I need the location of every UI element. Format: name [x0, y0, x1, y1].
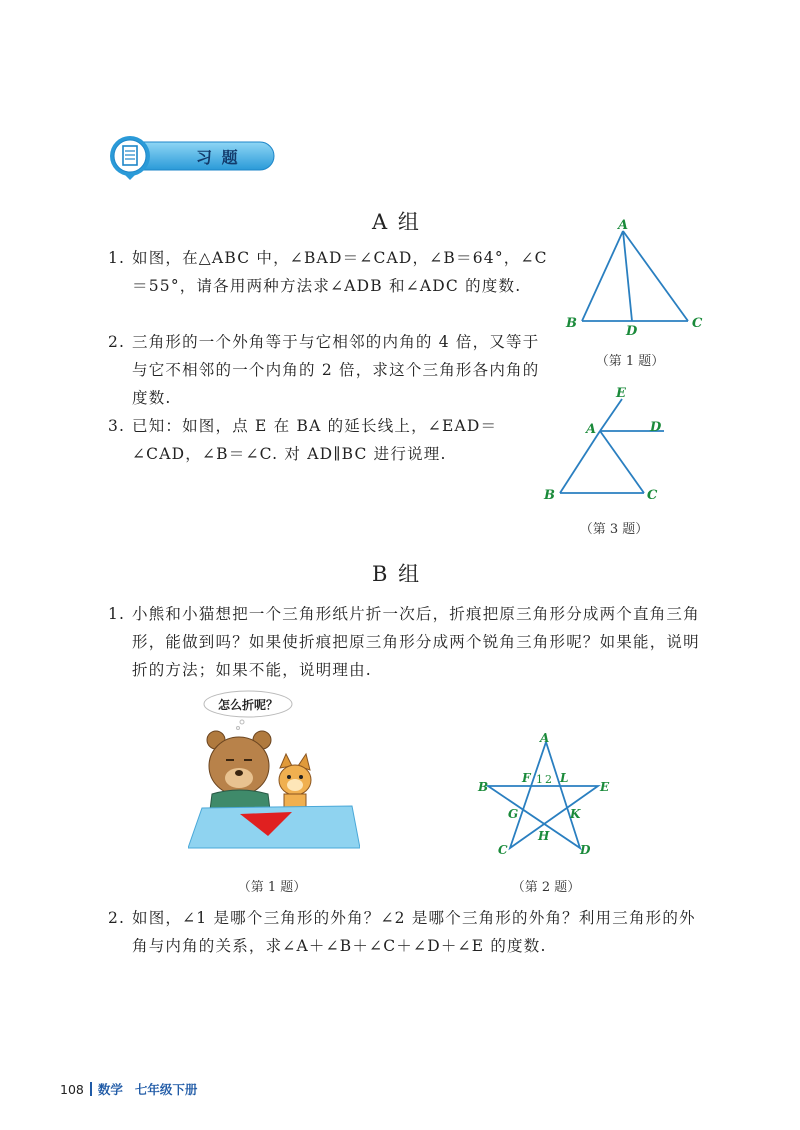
page-footer: [60, 1080, 197, 1098]
question-text: 小熊和小猫想把一个三角形纸片折一次后，折痕把原三角形分成两个直角三角形，能做到吗？如果使折痕把原三角形分成两个锐角三角形呢？如果能，说明折的方法；如果不能，说明理由.: [132, 605, 700, 679]
question-number: 2.: [108, 909, 126, 927]
label-C: C: [647, 488, 658, 503]
footer-divider: [90, 1082, 92, 1096]
group-a-title: A 组: [372, 210, 421, 234]
label-D: D: [580, 843, 591, 857]
group-b-question-1: [108, 600, 708, 684]
question-text: 三角形的一个外角等于与它相邻的内角的 4 倍，又等于与它不相邻的一个内角的 2 倍，求这个三角形各内角的度数.: [132, 333, 540, 407]
question-number: 1.: [108, 605, 126, 623]
figure-b1-caption: （第 1 题）: [237, 880, 307, 895]
label-K: K: [570, 807, 581, 821]
question-number: 3.: [108, 417, 126, 435]
question-text: 如图，在△ABC 中，∠BAD＝∠CAD，∠B＝64°，∠C＝55°，请各用两种方法求∠ADB 和∠ADC 的度数.: [132, 249, 548, 295]
group-a-question-2: [108, 328, 550, 412]
label-D: D: [626, 324, 638, 339]
label-C: C: [692, 316, 703, 331]
label-F: F: [522, 771, 531, 785]
label-B: B: [566, 316, 577, 331]
label-G: G: [508, 807, 519, 821]
label-E: E: [616, 386, 626, 401]
question-text: 已知：如图，点 E 在 BA 的延长线上，∠EAD＝∠CAD，∠B＝∠C. 对 AD∥BC 进行说理.: [132, 417, 498, 463]
figure-a3-triangle: [540, 385, 680, 505]
label-L: L: [560, 771, 569, 785]
figure-a3-caption: （第 3 题）: [579, 522, 649, 537]
question-number: 2.: [108, 333, 126, 351]
group-b-question-2: [108, 904, 708, 960]
question-text: 如图，∠1 是哪个三角形的外角？∠2 是哪个三角形的外角？利用三角形的外角与内角的关系，求∠A＋∠B＋∠C＋∠D＋∠E 的度数.: [132, 909, 696, 955]
label-E: E: [600, 780, 610, 794]
bear-cat-illustration: [188, 690, 360, 850]
label-A: A: [586, 422, 597, 437]
bear-icon: [207, 731, 271, 810]
group-b-title: B 组: [372, 562, 422, 586]
label-D: D: [650, 420, 662, 435]
label-H: H: [538, 829, 550, 843]
group-a-question-3: [108, 412, 528, 468]
label-B: B: [478, 780, 489, 794]
banner-label: 习 题: [196, 148, 240, 167]
figure-a1-triangle: [560, 215, 710, 340]
page-number: 108: [60, 1081, 84, 1097]
label-angle-1: 1: [536, 773, 543, 786]
figure-b2-caption: （第 2 题）: [511, 880, 581, 895]
label-A: A: [540, 731, 550, 745]
group-a-question-1: [108, 244, 550, 300]
label-B: B: [544, 488, 555, 503]
footer-book: 七年级下册: [134, 1082, 198, 1097]
label-A: A: [618, 218, 629, 233]
cat-icon: [279, 754, 311, 810]
footer-subject: 数学: [97, 1082, 123, 1097]
figure-a1-caption: （第 1 题）: [595, 354, 665, 369]
speech-bubble-text: 怎么折呢？: [217, 698, 279, 712]
exercise-banner: [104, 136, 276, 180]
question-number: 1.: [108, 249, 126, 267]
label-angle-2: 2: [545, 773, 552, 786]
label-C: C: [498, 843, 508, 857]
figure-b2-star: [470, 728, 620, 858]
